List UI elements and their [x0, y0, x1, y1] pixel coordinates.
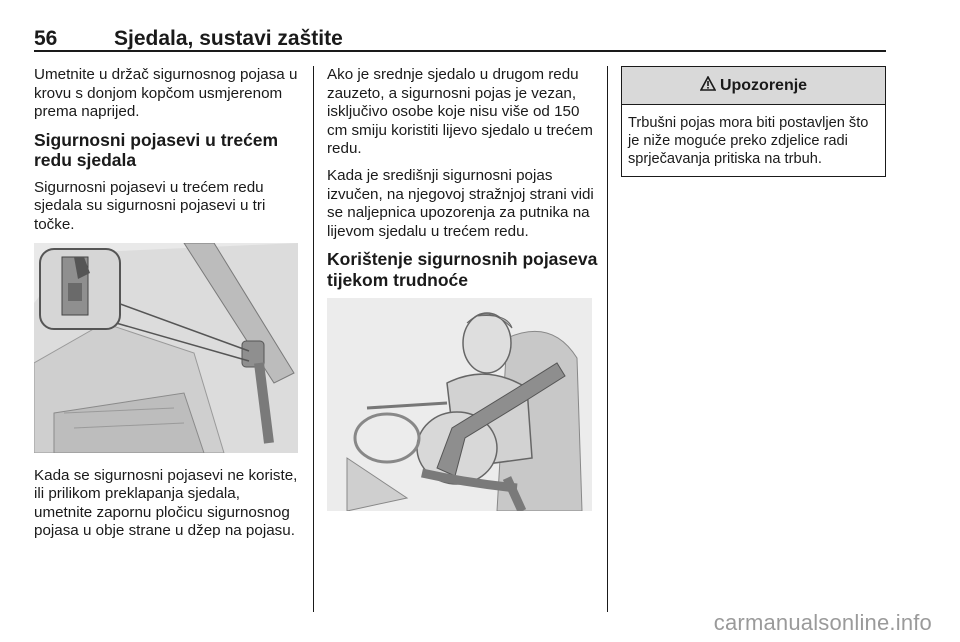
section-heading-third-row-belts: Sigurnosni pojasevi u trećem redu sjedala	[34, 129, 279, 171]
middle-seat-paragraph: Ako je srednje sjedalo u drugom redu zauzeto, a sigurnosni pojas je vezan, isključivo osobe koje nisu više od 150 cm smiju koristiti lijevo sjedalo u trećem redu.	[327, 66, 593, 158]
section-heading-pregnancy: Korištenje sigurnosnih pojaseva tijekom trudnoće	[327, 249, 598, 290]
warning-header	[622, 67, 885, 105]
column-left	[34, 66, 302, 549]
column-divider-1	[313, 66, 314, 612]
column-divider-2	[607, 66, 608, 612]
warning-triangle-icon	[700, 76, 716, 96]
watermark: carmanualsonline.info	[713, 610, 932, 635]
column-middle	[327, 66, 599, 511]
header-rule	[34, 50, 886, 52]
chapter-title: Sjedala, sustavi zaštite	[114, 27, 343, 50]
stowing-paragraph: Kada se sigurnosni pojasevi ne koriste, ili prilikom preklapanja sjedala, umetnite zapornu pločicu sigurnosnog pojasa u obje strane u džep na pojasu.	[34, 466, 298, 540]
warning-box	[621, 66, 886, 177]
warning-title: Upozorenje	[719, 76, 808, 94]
column-right	[621, 66, 886, 177]
intro-paragraph: Umetnite u držač sigurnosnog pojasa u krovu s donjom kopčom usmjerenom prema naprijed.	[34, 66, 298, 121]
third-row-seatbelt-illustration	[34, 243, 298, 453]
warning-text: Trbušni pojas mora biti postavljen što je niže moguće preko zdjelice radi sprječavanja pritiska na trbuh.	[628, 115, 869, 167]
page-number: 56	[34, 27, 58, 50]
third-row-paragraph: Sigurnosni pojasevi u trećem redu sjedala su sigurnosni pojasevi u tri točke.	[34, 178, 266, 233]
warning-label-paragraph: Kada je središnji sigurnosni pojas izvučen, na njegovoj stražnjoj strani vidi se naljepnica upozorenja za putnika na lijevom sjedalu u trećem redu.	[327, 166, 594, 240]
pregnancy-seatbelt-illustration	[327, 298, 592, 511]
